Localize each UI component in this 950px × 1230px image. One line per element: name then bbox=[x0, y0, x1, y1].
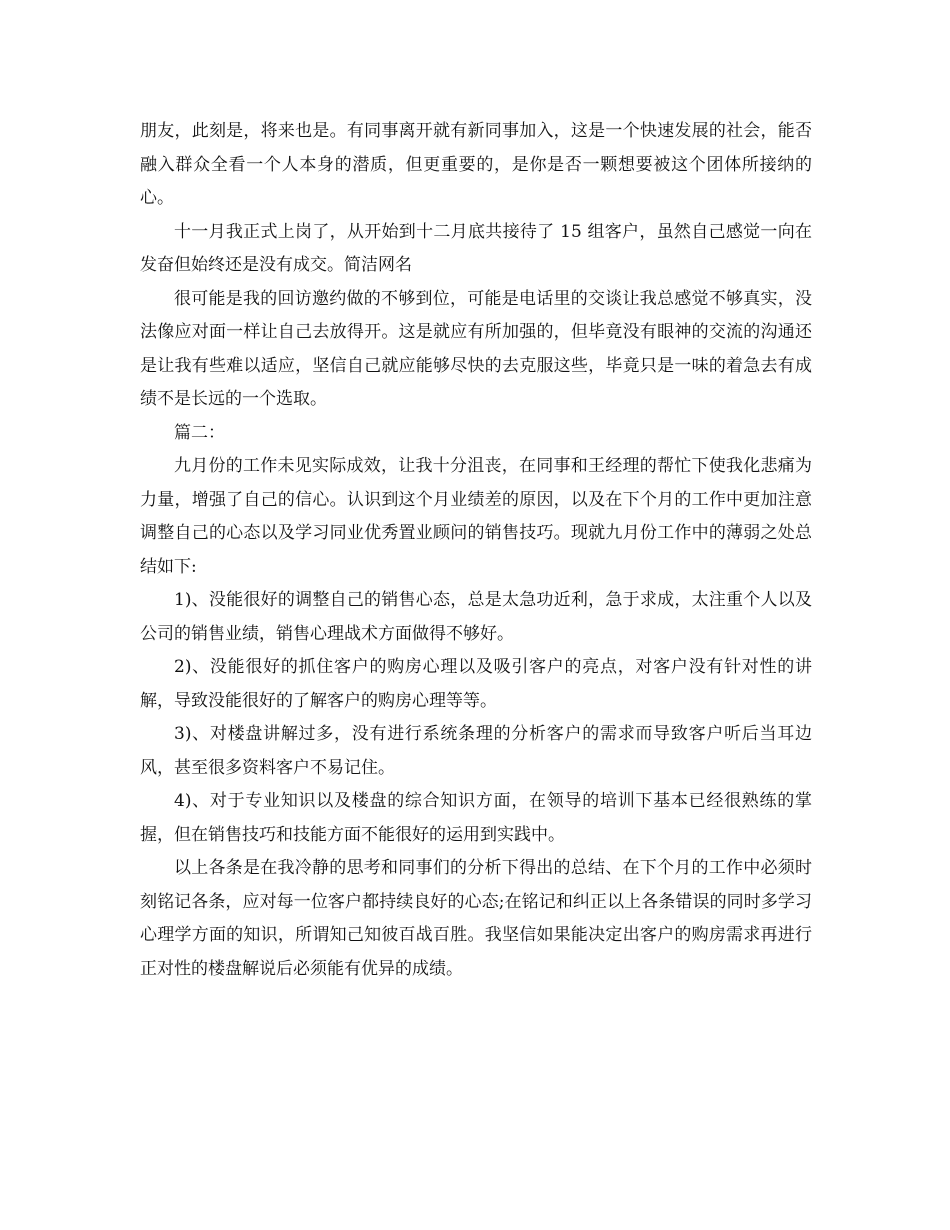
section-heading: 篇二： bbox=[174, 422, 225, 443]
paragraph: 九月份的工作未见实际成效，让我十分沮丧，在同事和王经理的帮忙下使我化悲痛为力量，增强了自己的信心。认识到这个月业绩差的原因，以及在下个月的工作中更加注意调整自己的心态以及学习同业优秀置业顾问的销售技巧。现就九月份工作中的薄弱之处总结如下: bbox=[140, 456, 812, 577]
paragraph-continuation: 朋友，此刻是，将来也是。有同事离开就有新同事加入，这是一个快速发展的社会，能否融入群众全看一个人本身的潜质，但更重要的，是你是否一颗想要被这个团体所接纳的心。 bbox=[140, 121, 812, 208]
list-item: 3)、对楼盘讲解过多，没有进行系统条理的分析客户的需求而导致客户听后当耳边风，甚至很多资料客户不易记住。 bbox=[140, 724, 812, 778]
list-item: 2)、没能很好的抓住客户的购房心理以及吸引客户的亮点，对客户没有针对性的讲解，导致没能很好的了解客户的购房心理等等。 bbox=[140, 657, 812, 711]
paragraph: 很可能是我的回访邀约做的不够到位，可能是电话里的交谈让我总感觉不够真实，没法像应对面一样让自己去放得开。这是就应有所加强的，但毕竟没有眼神的交流的沟通还是让我有些难以适应，坚信自己就应能够尽快的去克服这些，毕竟只是一味的着急去有成绩不是长远的一个选取。 bbox=[140, 288, 812, 409]
paragraph: 以上各条是在我冷静的思考和同事们的分析下得出的总结、在下个月的工作中必须时刻铭记各条，应对每一位客户都持续良好的心态;在铭记和纠正以上各条错误的同时多学习心理学方面的知识，所谓知己知彼百战百胜。我坚信如果能决定出客户的购房需求再进行正对性的楼盘解说后必须能有优异的成绩。 bbox=[140, 858, 812, 979]
list-item: 4)、对于专业知识以及楼盘的综合知识方面，在领导的培训下基本已经很熟练的掌握，但在销售技巧和技能方面不能很好的运用到实践中。 bbox=[140, 791, 812, 845]
document-body bbox=[140, 115, 812, 986]
paragraph: 十一月我正式上岗了，从开始到十二月底共接待了 15 组客户，虽然自己感觉一向在发奋但始终还是没有成交。简洁网名 bbox=[140, 221, 812, 275]
list-item: 1)、没能很好的调整自己的销售心态，总是太急功近利，急于求成，太注重个人以及公司的销售业绩，销售心理战术方面做得不够好。 bbox=[140, 590, 812, 644]
